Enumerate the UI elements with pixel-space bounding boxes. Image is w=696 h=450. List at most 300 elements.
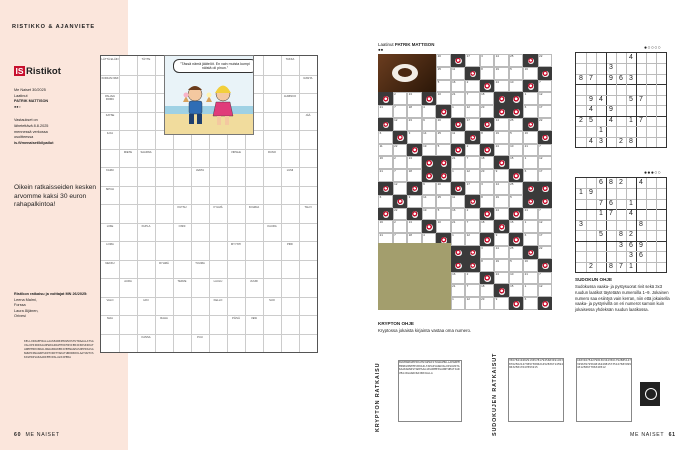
sudoku-cell[interactable] [596, 220, 606, 230]
sudoku-cell[interactable] [626, 63, 636, 73]
sudoku-cell[interactable] [646, 262, 656, 272]
krypto-cell[interactable]: 7 [538, 272, 553, 285]
sudoku-cell[interactable] [646, 199, 656, 209]
krypto-cell[interactable]: 1 [523, 220, 538, 233]
krypto-cell[interactable]: 17 [465, 54, 480, 67]
sudoku-cell[interactable] [616, 105, 626, 115]
sudoku-cell[interactable] [646, 105, 656, 115]
sudoku-cell[interactable] [606, 137, 616, 147]
krypto-cell[interactable]: 18 [480, 156, 495, 169]
sudoku-cell[interactable] [576, 209, 586, 219]
krypto-cell[interactable]: 21 [523, 272, 538, 285]
sudoku-cell[interactable] [636, 105, 646, 115]
krypto-cell[interactable]: 12 [465, 169, 480, 182]
krypto-cell[interactable]: 10 [436, 92, 451, 105]
sudoku-cell[interactable] [616, 126, 626, 136]
sudoku-cell[interactable] [646, 209, 656, 219]
krypto-cell[interactable]: 15 [509, 284, 524, 297]
krypto-cell[interactable]: 18 [407, 105, 422, 118]
krypto-cell[interactable]: 1 [451, 297, 466, 310]
krypto-cell[interactable]: 17 [465, 118, 480, 131]
krypto-cell[interactable]: 10 [509, 80, 524, 93]
krypto-cell[interactable]: 18 [480, 284, 495, 297]
krypto-cell[interactable]: 1 [523, 284, 538, 297]
krypto-cell[interactable]: 8 [480, 67, 495, 80]
krypto-cell[interactable]: 3 [480, 54, 495, 67]
sudoku-cell[interactable] [606, 220, 616, 230]
sudoku-cell[interactable] [636, 126, 646, 136]
krypto-cell[interactable]: 21 [451, 92, 466, 105]
krypto-cell[interactable]: 6 [378, 131, 393, 144]
krypto-cell[interactable]: 9 [422, 182, 437, 195]
sudoku-cell[interactable]: 3 [619, 241, 623, 249]
krypto-cell[interactable]: 2 [393, 220, 408, 233]
krypto-cell[interactable]: 21 [451, 156, 466, 169]
sudoku-cell[interactable] [646, 188, 656, 198]
sudoku-cell[interactable] [636, 209, 646, 219]
krypto-cell[interactable]: 19 [422, 144, 437, 157]
sudoku-cell[interactable] [606, 84, 616, 94]
sudoku-cell[interactable]: 3 [609, 64, 613, 72]
sudoku-cell[interactable]: 8 [639, 220, 643, 228]
krypto-cell[interactable]: 16 [523, 131, 538, 144]
krypto-cell[interactable]: 4 [422, 105, 437, 118]
krypto-cell[interactable]: 11 [451, 67, 466, 80]
krypto-cell[interactable]: 19 [494, 131, 509, 144]
sudoku-cell[interactable] [586, 178, 596, 188]
sudoku-cell[interactable]: 6 [629, 241, 633, 249]
sudoku-cell[interactable] [596, 53, 606, 63]
sudoku-cell[interactable] [656, 84, 666, 94]
krypto-cell[interactable]: 19 [494, 195, 509, 208]
sudoku-cell[interactable] [656, 74, 666, 84]
krypto-cell[interactable]: 6 [378, 195, 393, 208]
krypto-cell[interactable]: 7 [465, 92, 480, 105]
sudoku-cell[interactable] [636, 63, 646, 73]
sudoku-cell[interactable] [616, 84, 626, 94]
sudoku-cell[interactable] [606, 126, 616, 136]
sudoku-cell[interactable] [626, 126, 636, 136]
sudoku-cell[interactable]: 2 [619, 137, 623, 145]
krypto-cell[interactable]: 7 [538, 144, 553, 157]
krypto-cell[interactable]: 25 [509, 118, 524, 131]
sudoku-cell[interactable] [596, 74, 606, 84]
krypto-cell[interactable]: 22 [538, 118, 553, 131]
sudoku-cell[interactable]: 8 [619, 231, 623, 239]
sudoku-cell[interactable]: 7 [639, 116, 643, 124]
sudoku-cell[interactable]: 4 [599, 95, 603, 103]
sudoku-cell[interactable] [576, 53, 586, 63]
sudoku-cell[interactable] [646, 220, 656, 230]
krypto-cell[interactable]: 12 [465, 297, 480, 310]
sudoku-cell[interactable]: 9 [609, 106, 613, 114]
krypto-cell[interactable]: 2 [393, 156, 408, 169]
krypto-cell[interactable]: 21 [523, 144, 538, 157]
krypto-cell[interactable]: 2 [465, 80, 480, 93]
krypto-cell[interactable]: 5 [509, 259, 524, 272]
sudoku-cell[interactable]: 8 [579, 74, 583, 82]
krypto-cell[interactable]: 24 [494, 80, 509, 93]
krypto-cell[interactable]: 5 [436, 80, 451, 93]
krypto-cell[interactable]: 17 [465, 182, 480, 195]
krypto-cell[interactable]: 13 [407, 156, 422, 169]
krypto-cell[interactable]: 1 [523, 156, 538, 169]
krypto-cell[interactable]: 19 [494, 67, 509, 80]
sudoku-cell[interactable] [586, 199, 596, 209]
sudoku-cell[interactable] [616, 251, 626, 261]
krypto-cell[interactable]: 16 [451, 272, 466, 285]
sudoku-cell[interactable] [596, 105, 606, 115]
krypto-cell[interactable]: 16 [378, 220, 393, 233]
krypto-cell[interactable]: 11 [378, 144, 393, 157]
krypto-cell[interactable]: 12 [538, 284, 553, 297]
sudoku-cell[interactable] [626, 105, 636, 115]
sudoku-cell[interactable]: 5 [589, 116, 593, 124]
sudoku-cell[interactable] [606, 53, 616, 63]
krypto-cell[interactable]: 24 [494, 208, 509, 221]
sudoku-cell[interactable]: 2 [579, 116, 583, 124]
sudoku-cell[interactable] [646, 178, 656, 188]
sudoku-cell[interactable] [606, 241, 616, 251]
sudoku-cell[interactable] [576, 251, 586, 261]
sudoku-cell[interactable] [656, 95, 666, 105]
krypto-cell[interactable]: 18 [480, 92, 495, 105]
sudoku-cell[interactable] [656, 209, 666, 219]
sudoku-cell[interactable] [596, 63, 606, 73]
sudoku-grid-1[interactable] [575, 52, 667, 148]
krypto-cell[interactable]: 21 [451, 220, 466, 233]
sudoku-cell[interactable] [646, 53, 656, 63]
sudoku-cell[interactable] [576, 105, 586, 115]
krypto-cell[interactable]: 7 [465, 156, 480, 169]
krypto-cell[interactable]: 25 [509, 182, 524, 195]
sudoku-cell[interactable]: 6 [609, 199, 613, 207]
krypto-cell[interactable]: 23 [407, 118, 422, 131]
sudoku-cell[interactable]: 1 [579, 189, 583, 197]
sudoku-cell[interactable] [646, 251, 656, 261]
sudoku-cell[interactable] [576, 178, 586, 188]
krypto-cell[interactable]: 3 [407, 195, 422, 208]
krypto-cell[interactable]: 8 [480, 195, 495, 208]
krypto-cell[interactable]: 5 [509, 131, 524, 144]
sudoku-cell[interactable] [646, 241, 656, 251]
sudoku-cell[interactable] [646, 74, 656, 84]
sudoku-cell[interactable]: 1 [599, 127, 603, 135]
sudoku-cell[interactable] [616, 53, 626, 63]
sudoku-cell[interactable] [606, 95, 616, 105]
krypto-cell[interactable]: 12 [393, 118, 408, 131]
krypto-cell[interactable]: 22 [538, 54, 553, 67]
sudoku-cell[interactable] [576, 126, 586, 136]
krypto-cell[interactable]: 6 [523, 169, 538, 182]
krypto-cell[interactable]: 18 [407, 169, 422, 182]
sudoku-cell[interactable]: 2 [589, 262, 593, 270]
krypto-cell[interactable]: 7 [465, 220, 480, 233]
sudoku-cell[interactable] [616, 209, 626, 219]
krypto-cell[interactable]: 12 [538, 92, 553, 105]
sudoku-cell[interactable] [656, 199, 666, 209]
sudoku-cell[interactable] [636, 188, 646, 198]
sudoku-cell[interactable] [596, 262, 606, 272]
krypto-cell[interactable]: 2 [465, 208, 480, 221]
sudoku-cell[interactable] [656, 53, 666, 63]
sudoku-cell[interactable] [586, 220, 596, 230]
krypto-cell[interactable]: 7 [465, 284, 480, 297]
krypto-cell[interactable]: 9 [422, 118, 437, 131]
sudoku-cell[interactable]: 6 [619, 74, 623, 82]
sudoku-cell[interactable] [656, 241, 666, 251]
krypto-cell[interactable]: 14 [422, 195, 437, 208]
sudoku-cell[interactable] [576, 137, 586, 147]
deadline-url[interactable]: is.fi/menaiset/kilpailut [14, 140, 54, 145]
krypto-cell[interactable]: 17 [538, 169, 553, 182]
krypto-cell[interactable]: 7 [393, 233, 408, 246]
krypto-cell[interactable]: 21 [378, 169, 393, 182]
krypto-cell[interactable]: 3 [407, 131, 422, 144]
sudoku-cell[interactable] [596, 251, 606, 261]
krypto-cell[interactable]: 19 [494, 259, 509, 272]
krypto-cell[interactable]: 16 [523, 67, 538, 80]
sudoku-cell[interactable]: 1 [629, 262, 633, 270]
sudoku-cell[interactable] [656, 116, 666, 126]
krypto-cell[interactable]: 9 [494, 297, 509, 310]
sudoku-cell[interactable]: 7 [589, 74, 593, 82]
krypto-cell[interactable]: 13 [407, 220, 422, 233]
krypto-cell[interactable]: 25 [509, 54, 524, 67]
sudoku-cell[interactable] [576, 199, 586, 209]
sudoku-cell[interactable]: 9 [589, 189, 593, 197]
krypto-cell[interactable]: 24 [494, 272, 509, 285]
sudoku-cell[interactable]: 9 [609, 74, 613, 82]
sudoku-cell[interactable] [656, 105, 666, 115]
sudoku-cell[interactable] [656, 262, 666, 272]
sudoku-cell[interactable]: 9 [589, 95, 593, 103]
krypto-cell[interactable]: 18 [480, 220, 495, 233]
krypto-cell[interactable]: 15 [509, 156, 524, 169]
sudoku-cell[interactable] [656, 126, 666, 136]
krypto-cell[interactable]: 25 [436, 195, 451, 208]
krypto-cell[interactable]: 10 [436, 220, 451, 233]
sudoku-cell[interactable] [586, 126, 596, 136]
sudoku-cell[interactable] [656, 251, 666, 261]
sudoku-cell[interactable] [576, 262, 586, 272]
krypto-cell[interactable]: 17 [538, 233, 553, 246]
sudoku-cell[interactable] [656, 188, 666, 198]
sudoku-cell[interactable]: 1 [629, 116, 633, 124]
sudoku-cell[interactable]: 3 [579, 220, 583, 228]
krypto-cell[interactable]: 12 [393, 182, 408, 195]
sudoku-cell[interactable] [606, 188, 616, 198]
sudoku-cell[interactable] [616, 199, 626, 209]
sudoku-cell[interactable] [576, 241, 586, 251]
sudoku-cell[interactable] [576, 84, 586, 94]
krypto-cell[interactable]: 7 [538, 80, 553, 93]
krypto-cell[interactable]: 7 [393, 169, 408, 182]
krypto-cell[interactable]: 5 [436, 144, 451, 157]
krypto-cell[interactable]: 22 [393, 208, 408, 221]
sudoku-cell[interactable] [616, 63, 626, 73]
krypto-cell[interactable]: 16 [451, 208, 466, 221]
krypto-cell[interactable]: 11 [451, 195, 466, 208]
sudoku-cell[interactable] [626, 178, 636, 188]
sudoku-cell[interactable]: 3 [629, 74, 633, 82]
krypto-cell[interactable]: 2 [465, 144, 480, 157]
sudoku-cell[interactable] [656, 178, 666, 188]
sudoku-cell[interactable] [646, 84, 656, 94]
sudoku-cell[interactable] [646, 116, 656, 126]
krypto-cell[interactable]: 23 [480, 169, 495, 182]
krypto-cell[interactable]: 1 [523, 92, 538, 105]
krypto-cell[interactable]: 7 [393, 105, 408, 118]
sudoku-cell[interactable] [596, 116, 606, 126]
krypto-cell[interactable]: 21 [523, 208, 538, 221]
krypto-cell[interactable]: 23 [480, 297, 495, 310]
krypto-cell[interactable]: 3 [480, 182, 495, 195]
sudoku-cell[interactable]: 4 [589, 106, 593, 114]
sudoku-cell[interactable] [576, 63, 586, 73]
krypto-cell[interactable]: 25 [436, 131, 451, 144]
krypto-cell[interactable]: 8 [480, 259, 495, 272]
krypto-cell[interactable]: 21 [378, 233, 393, 246]
krypto-cell[interactable]: 10 [509, 144, 524, 157]
krypto-cell[interactable]: 5 [509, 195, 524, 208]
krypto-cell[interactable]: 3 [480, 246, 495, 259]
sudoku-cell[interactable] [646, 95, 656, 105]
krypto-cell[interactable]: 14 [422, 131, 437, 144]
krypto-cell[interactable]: 25 [436, 67, 451, 80]
krypto-cell[interactable]: 7 [538, 208, 553, 221]
krypto-cell[interactable]: 4 [422, 233, 437, 246]
sudoku-cell[interactable] [646, 126, 656, 136]
sudoku-cell[interactable] [646, 230, 656, 240]
sudoku-cell[interactable] [606, 230, 616, 240]
sudoku-cell[interactable] [616, 95, 626, 105]
sudoku-cell[interactable] [616, 220, 626, 230]
sudoku-cell[interactable] [646, 63, 656, 73]
sudoku-cell[interactable] [636, 262, 646, 272]
sudoku-cell[interactable]: 5 [599, 231, 603, 239]
krypto-cell[interactable]: 17 [538, 105, 553, 118]
krypto-cell[interactable]: 25 [509, 246, 524, 259]
sudoku-cell[interactable] [656, 137, 666, 147]
sudoku-cell[interactable]: 4 [639, 179, 643, 186]
sudoku-cell[interactable]: 7 [619, 262, 623, 270]
krypto-cell[interactable]: 1 [451, 233, 466, 246]
sudoku-cell[interactable] [656, 220, 666, 230]
sudoku-cell[interactable] [586, 230, 596, 240]
sudoku-cell[interactable]: 1 [599, 210, 603, 218]
sudoku-cell[interactable] [616, 116, 626, 126]
sudoku-cell[interactable] [596, 84, 606, 94]
krypto-cell[interactable]: 9 [494, 233, 509, 246]
sudoku-cell[interactable] [596, 188, 606, 198]
krypto-cell[interactable]: 22 [393, 144, 408, 157]
krypto-cell[interactable]: 5 [436, 208, 451, 221]
krypto-cell[interactable]: 8 [480, 131, 495, 144]
krypto-cell[interactable]: 6 [523, 105, 538, 118]
sudoku-cell[interactable] [636, 199, 646, 209]
krypto-cell[interactable]: 21 [451, 284, 466, 297]
sudoku-cell[interactable] [636, 53, 646, 63]
sudoku-cell[interactable]: 2 [619, 179, 623, 186]
krypto-cell[interactable]: 16 [523, 259, 538, 272]
krypto-cell[interactable]: 1 [451, 169, 466, 182]
krypto-cell[interactable]: 18 [407, 233, 422, 246]
sudoku-cell[interactable]: 4 [609, 116, 613, 124]
krypto-cell[interactable]: 12 [465, 233, 480, 246]
krypto-cell[interactable]: 23 [480, 105, 495, 118]
sudoku-cell[interactable] [656, 230, 666, 240]
sudoku-cell[interactable] [626, 220, 636, 230]
sudoku-cell[interactable] [606, 251, 616, 261]
sudoku-cell[interactable] [636, 230, 646, 240]
sudoku-cell[interactable]: 2 [629, 231, 633, 239]
krypto-cell[interactable]: 20 [436, 118, 451, 131]
krypto-cell[interactable]: 14 [494, 54, 509, 67]
krypto-cell[interactable]: 12 [538, 220, 553, 233]
krypto-cell[interactable]: 20 [436, 182, 451, 195]
krypto-cell[interactable]: 14 [494, 182, 509, 195]
sudoku-grid-2[interactable] [575, 177, 667, 273]
sudoku-cell[interactable]: 7 [599, 199, 603, 207]
krypto-cell[interactable]: 9 [494, 169, 509, 182]
sudoku-cell[interactable]: 8 [609, 179, 613, 186]
sudoku-cell[interactable] [626, 188, 636, 198]
sudoku-cell[interactable] [616, 188, 626, 198]
krypto-cell[interactable]: 14 [494, 118, 509, 131]
sudoku-cell[interactable] [646, 137, 656, 147]
sudoku-cell[interactable] [586, 209, 596, 219]
krypto-cell[interactable]: 6 [523, 297, 538, 310]
sudoku-cell[interactable] [596, 241, 606, 251]
krypto-cell[interactable]: 19 [422, 208, 437, 221]
sudoku-cell[interactable] [586, 241, 596, 251]
sudoku-cell[interactable] [586, 84, 596, 94]
krypto-cell[interactable]: 1 [451, 105, 466, 118]
krypto-cell[interactable]: 20 [436, 54, 451, 67]
krypto-cell[interactable]: 12 [465, 105, 480, 118]
sudoku-cell[interactable]: 4 [589, 137, 593, 145]
sudoku-cell[interactable]: 3 [629, 252, 633, 260]
krypto-cell[interactable]: 6 [523, 233, 538, 246]
sudoku-cell[interactable]: 6 [599, 179, 603, 186]
krypto-cell[interactable]: 2 [393, 92, 408, 105]
sudoku-cell[interactable]: 8 [629, 137, 633, 145]
sudoku-cell[interactable]: 7 [639, 95, 643, 103]
sudoku-cell[interactable] [586, 251, 596, 261]
krypto-cell[interactable]: 15 [509, 220, 524, 233]
sudoku-cell[interactable]: 8 [609, 262, 613, 270]
sudoku-cell[interactable]: 4 [629, 54, 633, 61]
krypto-cell[interactable]: 14 [494, 246, 509, 259]
sudoku-cell[interactable] [576, 95, 586, 105]
sudoku-cell[interactable]: 9 [639, 241, 643, 249]
krypto-cell[interactable]: 12 [538, 156, 553, 169]
sudoku-cell[interactable]: 1 [629, 199, 633, 207]
sudoku-cell[interactable] [636, 84, 646, 94]
sudoku-cell[interactable]: 4 [629, 210, 633, 218]
krypto-cell[interactable]: 10 [509, 272, 524, 285]
sudoku-cell[interactable]: 6 [639, 252, 643, 260]
sudoku-cell[interactable] [656, 63, 666, 73]
sudoku-cell[interactable] [576, 230, 586, 240]
krypto-cell[interactable]: 21 [378, 105, 393, 118]
sudoku-cell[interactable]: 3 [599, 137, 603, 145]
krypto-cell[interactable]: 16 [451, 80, 466, 93]
sudoku-cell[interactable] [586, 63, 596, 73]
krypto-cell[interactable]: 11 [451, 131, 466, 144]
krypto-cell[interactable]: 5 [509, 67, 524, 80]
